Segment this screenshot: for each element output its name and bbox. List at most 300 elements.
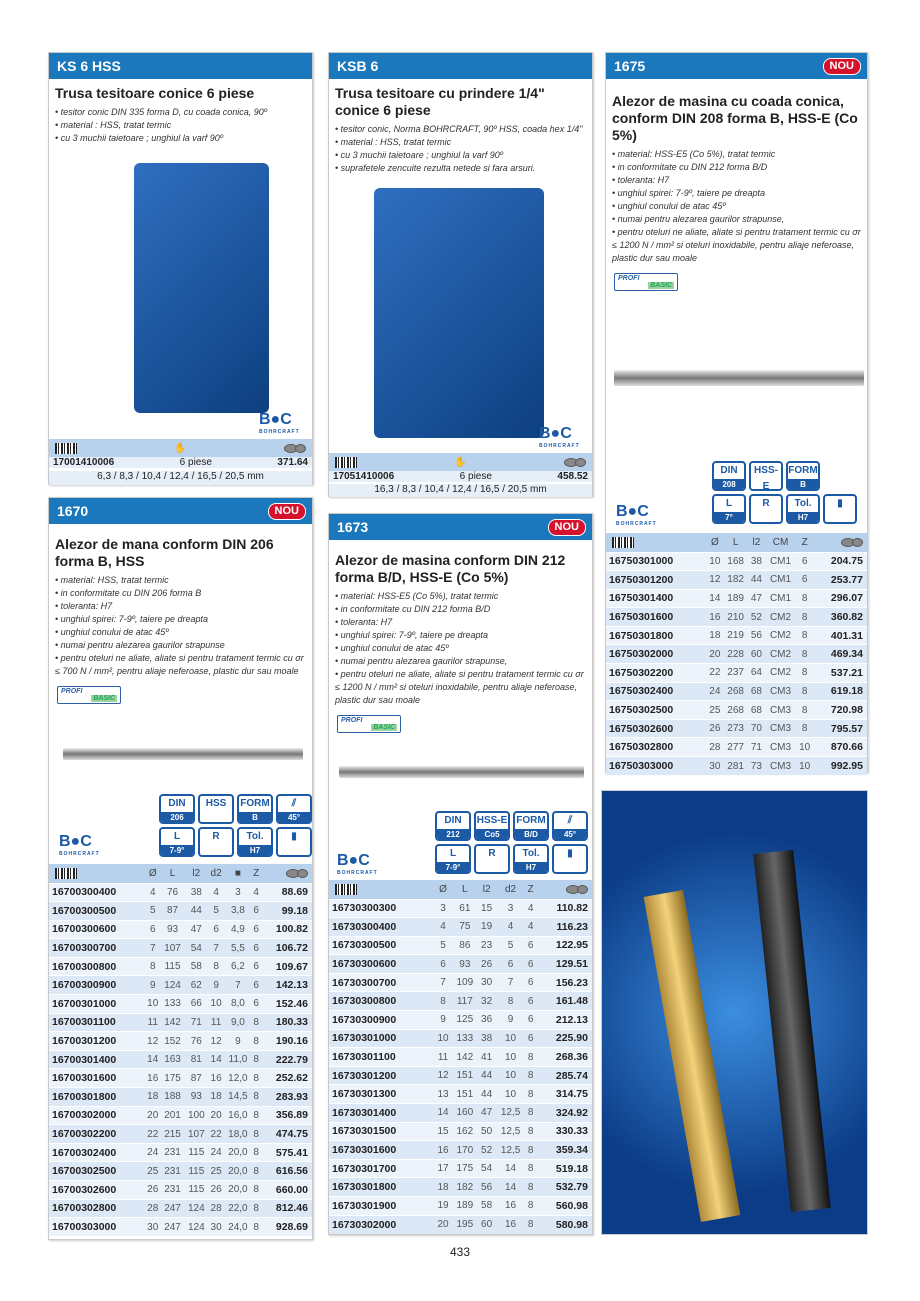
profi-basic-logo: PROFI BASIC bbox=[57, 686, 121, 704]
cell: CM2 bbox=[765, 626, 797, 645]
table-row bbox=[329, 992, 592, 1011]
price: 222.79 bbox=[260, 1050, 312, 1069]
desc-item: • numai pentru alezarea gaurilor strapunse, bbox=[335, 656, 508, 666]
article-code: 16730300500 bbox=[329, 936, 434, 955]
cell: 8 bbox=[796, 608, 813, 627]
page-number: 433 bbox=[449, 1245, 471, 1259]
cell: 8 bbox=[526, 1159, 536, 1178]
article-code: 16730300900 bbox=[329, 1011, 434, 1030]
cell: 6 bbox=[526, 973, 536, 992]
cell: 133 bbox=[161, 995, 185, 1014]
table-row bbox=[49, 1199, 312, 1218]
cell: 81 bbox=[184, 1050, 208, 1069]
cell: 20,0 bbox=[224, 1162, 252, 1181]
cell: 109 bbox=[452, 973, 478, 992]
table-row bbox=[329, 1029, 592, 1048]
cell: 11 bbox=[208, 1013, 224, 1032]
new-badge: NOU bbox=[823, 58, 861, 75]
cell: 151 bbox=[452, 1066, 478, 1085]
table-row: 17001410006 6 piese 371.64 bbox=[49, 457, 312, 468]
cell: 273 bbox=[723, 719, 748, 738]
article-code: 16750301400 bbox=[606, 589, 707, 608]
table-row bbox=[49, 995, 312, 1014]
product-image bbox=[134, 163, 269, 413]
price: 469.34 bbox=[813, 645, 867, 664]
column-header: CM bbox=[765, 533, 797, 552]
hand-icon: ✋ bbox=[454, 456, 467, 468]
article-code: 16730301900 bbox=[329, 1197, 434, 1216]
cell: 6 bbox=[252, 902, 261, 921]
cell: 16,0 bbox=[224, 1106, 252, 1125]
cell: 175 bbox=[452, 1159, 478, 1178]
price: 314.75 bbox=[535, 1085, 592, 1104]
article-code: 16730300700 bbox=[329, 973, 434, 992]
column-header: Z bbox=[796, 533, 813, 552]
price: 560.98 bbox=[535, 1197, 592, 1216]
cell: 28 bbox=[145, 1199, 161, 1218]
table-row bbox=[606, 552, 867, 571]
cell: 8 bbox=[526, 1178, 536, 1197]
desc-item: • cu 3 muchii taietoare ; unghiul la varf 90º bbox=[55, 133, 224, 143]
product-description bbox=[329, 588, 592, 709]
cell: 115 bbox=[184, 1181, 208, 1200]
cell: 8 bbox=[796, 645, 813, 664]
spec-badge: ⫽ 45° bbox=[552, 811, 588, 841]
cell: 20 bbox=[145, 1106, 161, 1125]
price: 330.33 bbox=[535, 1122, 592, 1141]
cell: 8 bbox=[796, 682, 813, 701]
cell: 26 bbox=[208, 1181, 224, 1200]
article-code: 16700302800 bbox=[49, 1199, 145, 1218]
table-row bbox=[49, 920, 312, 939]
table-row bbox=[606, 608, 867, 627]
cell: 9 bbox=[145, 976, 161, 995]
cell: 125 bbox=[452, 1011, 478, 1030]
cell: 124 bbox=[161, 976, 185, 995]
cell: 75 bbox=[452, 918, 478, 937]
cell: 47 bbox=[184, 920, 208, 939]
table-row bbox=[329, 1048, 592, 1067]
table-row bbox=[329, 936, 592, 955]
price: 360.82 bbox=[813, 608, 867, 627]
spec-badge: HSS bbox=[198, 794, 234, 824]
cell: 247 bbox=[161, 1218, 185, 1237]
price: 532.79 bbox=[535, 1178, 592, 1197]
article-code: 16750302500 bbox=[606, 701, 707, 720]
cell: 28 bbox=[208, 1199, 224, 1218]
cell: 6 bbox=[252, 976, 261, 995]
spec-badges bbox=[712, 461, 857, 524]
desc-item: • tesitor conic, Norma BOHRCRAFT, 90º HSS, coada hex 1/4" bbox=[335, 124, 583, 134]
spec-badge: DIN 212 bbox=[435, 811, 471, 841]
cell: 8 bbox=[796, 701, 813, 720]
article-code: 16700302000 bbox=[49, 1106, 145, 1125]
column-header: d2 bbox=[208, 864, 224, 883]
table-row bbox=[49, 1013, 312, 1032]
cell: 6 bbox=[526, 1011, 536, 1030]
cell: 12,0 bbox=[224, 1069, 252, 1088]
desc-item: • material: HSS, tratat termic bbox=[55, 575, 169, 585]
cell: 87 bbox=[184, 1069, 208, 1088]
cell: 8 bbox=[796, 589, 813, 608]
cell: 189 bbox=[723, 589, 748, 608]
article-code: 16700300600 bbox=[49, 920, 145, 939]
article-code: 16700301400 bbox=[49, 1050, 145, 1069]
cell: 9 bbox=[208, 976, 224, 995]
cell: 14,5 bbox=[224, 1088, 252, 1107]
cell: 18 bbox=[145, 1088, 161, 1107]
desc-item: • toleranta: H7 bbox=[335, 617, 393, 627]
cell: 281 bbox=[723, 757, 748, 776]
cell: 188 bbox=[161, 1088, 185, 1107]
cell: 11,0 bbox=[224, 1050, 252, 1069]
cell: 8 bbox=[526, 1197, 536, 1216]
cell: CM3 bbox=[765, 701, 797, 720]
cell: 71 bbox=[184, 1013, 208, 1032]
table-header bbox=[606, 533, 867, 552]
cell: 14 bbox=[495, 1178, 525, 1197]
spec-badge: HSS-E Co5 bbox=[474, 811, 510, 841]
desc-item: • numai pentru alezarea gaurilor strapunse, bbox=[612, 214, 785, 224]
cell: 44 bbox=[748, 571, 765, 590]
price: 928.69 bbox=[260, 1218, 312, 1237]
article-code: 16700301800 bbox=[49, 1088, 145, 1107]
cell: 142 bbox=[161, 1013, 185, 1032]
article-code: 16730300300 bbox=[329, 899, 434, 918]
cell: 5 bbox=[434, 936, 451, 955]
cell: 12 bbox=[145, 1032, 161, 1051]
cell: 24 bbox=[145, 1143, 161, 1162]
table-row bbox=[606, 664, 867, 683]
new-badge: NOU bbox=[548, 519, 586, 536]
table-row bbox=[49, 1218, 312, 1237]
price: 619.18 bbox=[813, 682, 867, 701]
cell: 19 bbox=[434, 1197, 451, 1216]
product-table bbox=[49, 864, 312, 1236]
price: 99.18 bbox=[260, 902, 312, 921]
cell: 115 bbox=[184, 1162, 208, 1181]
profi-basic-logo: PROFI BASIC bbox=[614, 273, 678, 291]
article-code: 16730301200 bbox=[329, 1066, 434, 1085]
section-header: KS 6 HSS bbox=[49, 53, 312, 79]
cell: 44 bbox=[478, 1085, 495, 1104]
desc-item: • material: HSS-E5 (Co 5%), tratat termic bbox=[335, 591, 499, 601]
table-row bbox=[329, 1104, 592, 1123]
spec-badges bbox=[159, 794, 312, 857]
price: 268.36 bbox=[535, 1048, 592, 1067]
barcode-icon bbox=[335, 884, 357, 895]
cell: 8 bbox=[145, 957, 161, 976]
cell: 52 bbox=[748, 608, 765, 627]
cell: 107 bbox=[161, 939, 185, 958]
desc-item: • unghiul conului de atac 45º bbox=[612, 201, 726, 211]
p1670-panel bbox=[48, 497, 313, 1240]
product-description bbox=[606, 146, 867, 267]
table-row bbox=[329, 955, 592, 974]
product-title: Trusa tesitoare cu prindere 1/4" conice 6 piese bbox=[335, 85, 545, 118]
cell: 10 bbox=[495, 1085, 525, 1104]
article-code: 16700301600 bbox=[49, 1069, 145, 1088]
cell: 142 bbox=[452, 1048, 478, 1067]
price: 870.66 bbox=[813, 738, 867, 757]
price: 204.75 bbox=[813, 552, 867, 571]
price: 100.82 bbox=[260, 920, 312, 939]
spec-badge: L 7-9° bbox=[435, 844, 471, 874]
cell: 228 bbox=[723, 645, 748, 664]
cell: 60 bbox=[748, 645, 765, 664]
price: 795.57 bbox=[813, 719, 867, 738]
cell: 5,5 bbox=[224, 939, 252, 958]
hand-icon: ✋ bbox=[174, 442, 187, 454]
cell: 30 bbox=[478, 973, 495, 992]
price: 152.46 bbox=[260, 995, 312, 1014]
cell: 10 bbox=[495, 1066, 525, 1085]
cell: 44 bbox=[478, 1066, 495, 1085]
cell: 11 bbox=[434, 1048, 451, 1067]
cell: 163 bbox=[161, 1050, 185, 1069]
cell: 6,2 bbox=[224, 957, 252, 976]
cell: CM2 bbox=[765, 645, 797, 664]
cell: 10 bbox=[707, 552, 724, 571]
article-code: 16730301700 bbox=[329, 1159, 434, 1178]
cell: 115 bbox=[161, 957, 185, 976]
spec-badge: Tol. H7 bbox=[237, 827, 273, 857]
desc-item: • suprafetele zencuite rezulta netede si fara arsuri. bbox=[335, 163, 536, 173]
p1673-panel bbox=[328, 513, 593, 1235]
price: 88.69 bbox=[260, 883, 312, 902]
cell: 18,0 bbox=[224, 1125, 252, 1144]
table-row bbox=[49, 1032, 312, 1051]
brand-logo: B●C BOHRCRAFT bbox=[616, 503, 657, 527]
spec-badge: L 7-9° bbox=[159, 827, 195, 857]
column-header: L bbox=[452, 880, 478, 899]
article-code: 16730301800 bbox=[329, 1178, 434, 1197]
cell: 4 bbox=[434, 918, 451, 937]
article-code: 16750302200 bbox=[606, 664, 707, 683]
cell: 19 bbox=[478, 918, 495, 937]
column-header: L bbox=[723, 533, 748, 552]
table-row bbox=[49, 939, 312, 958]
cell: 8 bbox=[796, 626, 813, 645]
table-header bbox=[329, 880, 592, 899]
ksb6-panel bbox=[328, 52, 593, 497]
cell: 247 bbox=[161, 1199, 185, 1218]
desc-item: • numai pentru alezarea gaurilor strapunse bbox=[55, 640, 225, 650]
desc-item: • toleranta: H7 bbox=[612, 175, 670, 185]
cell: 3 bbox=[434, 899, 451, 918]
cell: 93 bbox=[161, 920, 185, 939]
cell: 16 bbox=[145, 1069, 161, 1088]
table-header bbox=[329, 453, 592, 471]
cell: 7 bbox=[145, 939, 161, 958]
table-row bbox=[329, 1178, 592, 1197]
column-header: l2 bbox=[748, 533, 765, 552]
cell: 76 bbox=[184, 1032, 208, 1051]
price: 122.95 bbox=[535, 936, 592, 955]
table-row bbox=[49, 957, 312, 976]
cell: 24 bbox=[707, 682, 724, 701]
cell: 54 bbox=[184, 939, 208, 958]
cell: 16 bbox=[434, 1141, 451, 1160]
table-row bbox=[329, 1159, 592, 1178]
cell: 36 bbox=[478, 1011, 495, 1030]
cell: 8 bbox=[252, 1069, 261, 1088]
column-header: d2 bbox=[495, 880, 525, 899]
cell: CM1 bbox=[765, 589, 797, 608]
price: 109.67 bbox=[260, 957, 312, 976]
cell: 22 bbox=[707, 664, 724, 683]
table-row bbox=[329, 1066, 592, 1085]
cell: 47 bbox=[478, 1104, 495, 1123]
cell: 117 bbox=[452, 992, 478, 1011]
cell: 20 bbox=[707, 645, 724, 664]
price-icon bbox=[284, 444, 306, 453]
spec-badge: ▮ bbox=[823, 494, 857, 524]
cell: 8 bbox=[252, 1125, 261, 1144]
price: 110.82 bbox=[535, 899, 592, 918]
table-row bbox=[49, 1088, 312, 1107]
desc-item: • material : HSS, tratat termic bbox=[335, 137, 452, 147]
article-code: 16700300500 bbox=[49, 902, 145, 921]
column-header: Z bbox=[252, 864, 261, 883]
column-header: ■ bbox=[224, 864, 252, 883]
cell: 86 bbox=[452, 936, 478, 955]
cell: 6 bbox=[526, 1029, 536, 1048]
article-code: 16700302200 bbox=[49, 1125, 145, 1144]
desc-item: • unghiul spirei: 7-9º, taiere pe dreapta bbox=[55, 614, 209, 624]
cell: 47 bbox=[748, 589, 765, 608]
product-description bbox=[49, 572, 312, 680]
cell: 18 bbox=[707, 626, 724, 645]
cell: 168 bbox=[723, 552, 748, 571]
cell: 3 bbox=[495, 899, 525, 918]
table-row bbox=[49, 1162, 312, 1181]
desc-item: • unghiul spirei: 7-9º, taiere pe dreapta bbox=[612, 188, 766, 198]
cell: 6 bbox=[495, 955, 525, 974]
cell: 56 bbox=[478, 1178, 495, 1197]
cell: 14 bbox=[145, 1050, 161, 1069]
cell: 219 bbox=[723, 626, 748, 645]
cell: 124 bbox=[184, 1218, 208, 1237]
desc-item: • unghiul conului de atac 45º bbox=[335, 643, 449, 653]
barcode-icon bbox=[335, 457, 357, 468]
cell: 30 bbox=[145, 1218, 161, 1237]
cell: CM1 bbox=[765, 552, 797, 571]
cell: 8 bbox=[796, 664, 813, 683]
cell: 8 bbox=[526, 1215, 536, 1234]
cell: 8 bbox=[252, 1181, 261, 1200]
cell: 8 bbox=[495, 992, 525, 1011]
cell: 13 bbox=[434, 1085, 451, 1104]
price: 660.00 bbox=[260, 1181, 312, 1200]
table-row bbox=[329, 1011, 592, 1030]
cell: 18 bbox=[434, 1178, 451, 1197]
cell: 8 bbox=[252, 1218, 261, 1237]
article-code: 16750301000 bbox=[606, 552, 707, 571]
section-header: 1670 NOU bbox=[49, 498, 312, 524]
cell: 107 bbox=[184, 1125, 208, 1144]
cell: 41 bbox=[478, 1048, 495, 1067]
cell: 8 bbox=[252, 1088, 261, 1107]
table-header bbox=[49, 864, 312, 883]
cell: 12 bbox=[707, 571, 724, 590]
article-code: 16730301300 bbox=[329, 1085, 434, 1104]
cell: 175 bbox=[161, 1069, 185, 1088]
cell: 8 bbox=[526, 1085, 536, 1104]
price: 519.18 bbox=[535, 1159, 592, 1178]
cell: 6 bbox=[252, 920, 261, 939]
article-code: 16700300700 bbox=[49, 939, 145, 958]
taps-photo bbox=[601, 790, 868, 1235]
spec-badge: FORM B bbox=[786, 461, 820, 491]
article-code: 16700300400 bbox=[49, 883, 145, 902]
table-row bbox=[329, 1085, 592, 1104]
table-header bbox=[49, 439, 312, 457]
desc-item: • material: HSS-E5 (Co 5%), tratat termic bbox=[612, 149, 776, 159]
cell: 52 bbox=[478, 1141, 495, 1160]
cell: 30 bbox=[208, 1218, 224, 1237]
cell: 38 bbox=[478, 1029, 495, 1048]
table-row bbox=[606, 626, 867, 645]
cell: 115 bbox=[184, 1143, 208, 1162]
price: 580.98 bbox=[535, 1215, 592, 1234]
cell: 16 bbox=[707, 608, 724, 627]
desc-item: • pentru oteluri ne aliate, aliate si pentru tratament termic cu σr ≤ 700 N / mm², pentru aliaje neferoase, plastic dur sau moale bbox=[55, 653, 304, 676]
article-code: 16700302500 bbox=[49, 1162, 145, 1181]
desc-item: • cu 3 muchii taietoare ; unghiul la varf 90º bbox=[335, 150, 504, 160]
table-row bbox=[49, 902, 312, 921]
cell: 8 bbox=[252, 1032, 261, 1051]
price: 161.48 bbox=[535, 992, 592, 1011]
cell: 4 bbox=[526, 899, 536, 918]
cell: 30 bbox=[707, 757, 724, 776]
cell: 170 bbox=[452, 1141, 478, 1160]
article-code: 16750301600 bbox=[606, 608, 707, 627]
cell: 8 bbox=[526, 1066, 536, 1085]
column-header: l2 bbox=[184, 864, 208, 883]
cell: 93 bbox=[184, 1088, 208, 1107]
table-row bbox=[329, 1215, 592, 1234]
article-code: 16730300600 bbox=[329, 955, 434, 974]
cell: 6 bbox=[526, 936, 536, 955]
cell: 5 bbox=[495, 936, 525, 955]
spec-badge: FORM B/D bbox=[513, 811, 549, 841]
cell: 87 bbox=[161, 902, 185, 921]
cell: 8 bbox=[252, 1162, 261, 1181]
price: 142.13 bbox=[260, 976, 312, 995]
cell: 6 bbox=[252, 939, 261, 958]
price: 992.95 bbox=[813, 757, 867, 776]
desc-item: • unghiul conului de atac 45º bbox=[55, 627, 169, 637]
cell: 16 bbox=[495, 1215, 525, 1234]
product-title: Alezor de masina conform DIN 212 forma B/D, HSS-E (Co 5%) bbox=[335, 552, 566, 585]
cell: 5 bbox=[208, 902, 224, 921]
product-table bbox=[329, 880, 592, 1234]
cell: 7 bbox=[224, 976, 252, 995]
cell: 14 bbox=[208, 1050, 224, 1069]
table-row bbox=[606, 701, 867, 720]
cell: 8 bbox=[526, 1141, 536, 1160]
brand-logo: B●C BOHRCRAFT bbox=[59, 833, 100, 857]
product-image bbox=[63, 748, 303, 760]
article-code: 16750301200 bbox=[606, 571, 707, 590]
cell: 9,0 bbox=[224, 1013, 252, 1032]
price: 156.23 bbox=[535, 973, 592, 992]
cell: 32 bbox=[478, 992, 495, 1011]
sizes: 6,3 / 8,3 / 10,4 / 12,4 / 16,5 / 20,5 mm bbox=[49, 471, 312, 485]
price: 252.62 bbox=[260, 1069, 312, 1088]
article-code: 16700302600 bbox=[49, 1181, 145, 1200]
